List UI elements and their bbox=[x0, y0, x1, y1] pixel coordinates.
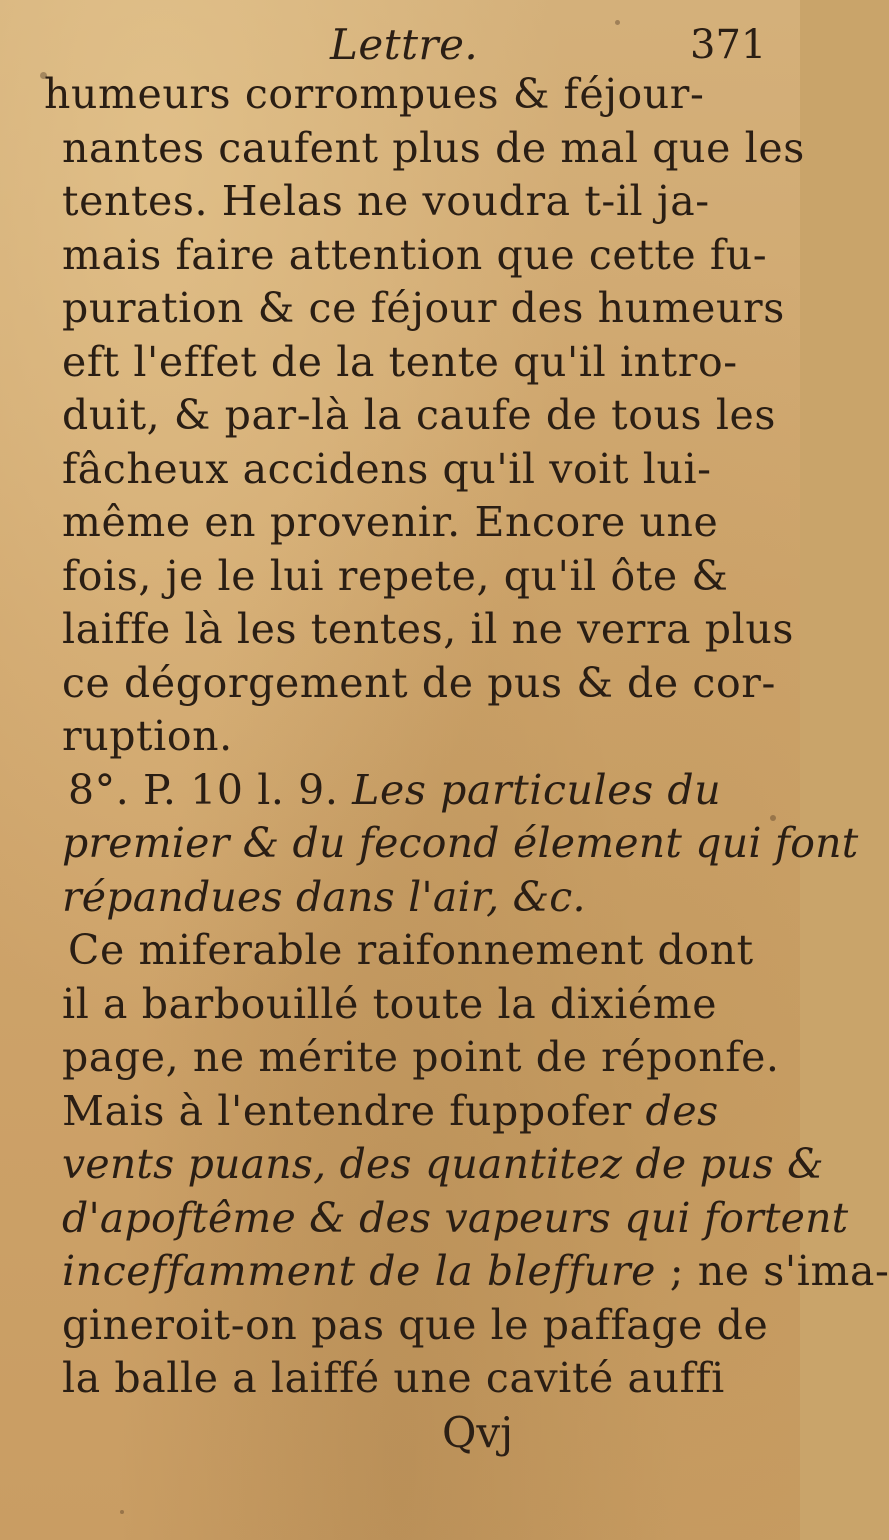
text-segment: Mais à l'entendre fuppofer bbox=[62, 1086, 632, 1135]
text-line: page, ne mérite point de réponfe. bbox=[62, 1033, 780, 1081]
quoted-phrase: Les particules du bbox=[352, 765, 722, 814]
paper-speck bbox=[615, 20, 620, 25]
text-line: gineroit-on pas que le paffage de bbox=[62, 1300, 769, 1349]
text-line-italic: vents puans, des quantitez de pus & bbox=[62, 1140, 824, 1188]
text-line-italic: d'apoftême & des vapeurs qui fortent bbox=[62, 1193, 849, 1242]
text-line: fois, je le lui repete, qu'il ôte & bbox=[62, 551, 729, 600]
italic-segment: des bbox=[645, 1086, 719, 1135]
text-line: puration & ce féjour des humeurs bbox=[62, 284, 785, 332]
text-segment: ; ne s'ima- bbox=[669, 1247, 889, 1295]
text-line: eft l'effet de la tente qu'il intro- bbox=[62, 337, 738, 386]
citation-reference: 8°. P. 10 l. 9. bbox=[68, 765, 339, 814]
paper-speck bbox=[120, 1510, 124, 1514]
text-line-mixed bbox=[44, 1085, 764, 1139]
text-line: Ce miferable raifonnement dont bbox=[68, 926, 754, 974]
catchword: Qvj bbox=[442, 1408, 514, 1457]
text-line: nantes caufent plus de mal que les bbox=[62, 123, 805, 172]
body-text bbox=[44, 68, 889, 1406]
text-line: duit, & par-là la caufe de tous les bbox=[62, 391, 777, 439]
text-line-mixed bbox=[44, 764, 764, 818]
text-line: la balle a laiffé une cavité auffi bbox=[62, 1354, 725, 1402]
text-line: tentes. Helas ne voudra t-il ja- bbox=[62, 177, 710, 225]
page-header bbox=[0, 14, 800, 69]
text-line: laiffe là les tentes, il ne verra plus bbox=[62, 605, 795, 653]
text-line-mixed bbox=[44, 1245, 889, 1299]
paper-speck bbox=[40, 72, 47, 79]
running-title: Lettre. bbox=[330, 20, 479, 69]
text-line: humeurs corrompues & féjour- bbox=[44, 70, 705, 118]
text-line: fâcheux accidens qu'il voit lui- bbox=[62, 444, 712, 493]
text-line: ce dégorgement de pus & de cor- bbox=[62, 658, 776, 707]
text-line-italic: répandues dans l'air, &c. bbox=[62, 872, 586, 921]
text-line: mais faire attention que cette fu- bbox=[62, 230, 768, 279]
text-line: il a barbouillé toute la dixiéme bbox=[62, 979, 718, 1028]
text-line: ruption. bbox=[62, 712, 233, 760]
text-line-italic: premier & du fecond élement qui font bbox=[62, 819, 859, 867]
italic-segment: inceffamment de la bleffure bbox=[62, 1247, 657, 1295]
page-number: 371 bbox=[690, 22, 767, 68]
paper-speck bbox=[770, 815, 776, 821]
text-line: même en provenir. Encore une bbox=[62, 498, 719, 546]
